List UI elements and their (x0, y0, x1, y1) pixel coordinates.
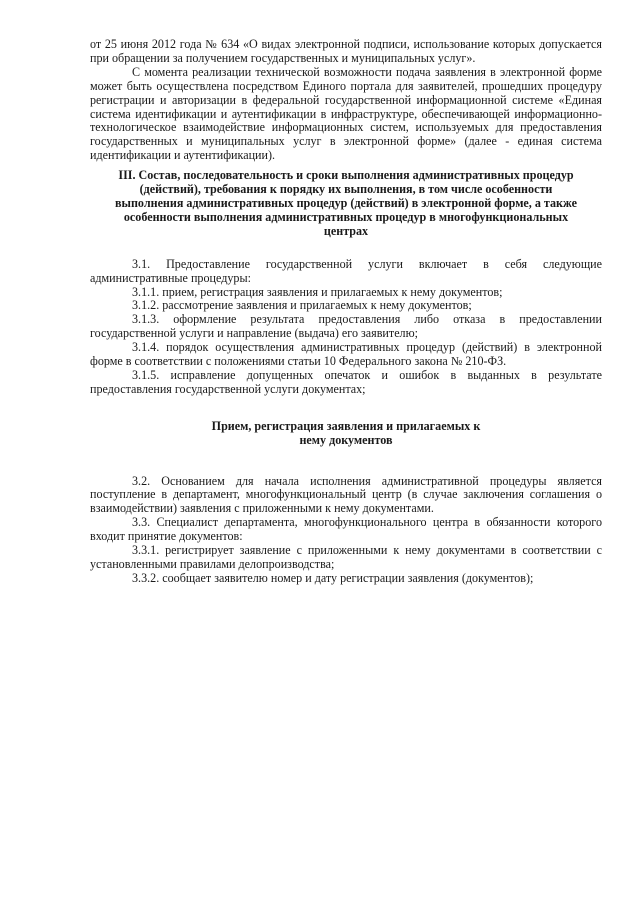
paragraph-3-3-1: 3.3.1. регистрирует заявление с приложенными к нему документами в соответствии с установленными правилами делопроизводства; (90, 543, 602, 571)
paragraph-3-1: 3.1. Предоставление государственной услуги включает в себя следующие административные процедуры: (90, 256, 602, 285)
paragraph-3-1-5: 3.1.5. исправление допущенных опечаток и ошибок в выданных в результате предоставления государственной услуги документах; (90, 367, 602, 396)
section-3-title: III. Состав, последовательность и сроки выполнения административных процедур (действий), требования к порядку их выполнения, в том числе особенности выполнения административных процедур (действий) в электронной форме, а также особенности выполнения административных процедур в многофункциональных центрах (114, 168, 577, 238)
paragraph-3-3: 3.3. Специалист департамента, многофункционального центра в обязанности которого входит принятие документов: (90, 515, 602, 544)
paragraph-3-1-4: 3.1.4. порядок осуществления административных процедур (действий) в электронной форме в соответствии с положениями статьи 10 Федерального закона № 210-ФЗ. (90, 340, 602, 369)
paragraph-3-1-2: 3.1.2. рассмотрение заявления и прилагаемых к нему документов; (132, 298, 472, 313)
paragraph-3-3-2: 3.3.2. сообщает заявителю номер и дату регистрации заявления (документов); (132, 570, 534, 585)
paragraph-3-1-1: 3.1.1. прием, регистрация заявления и прилагаемых к нему документов; (132, 284, 503, 299)
paragraph-unified-portal: С момента реализации технической возможности подача заявления в электронной форме может быть осуществлена посредством Единого портала для заявителей, прошедших процедуру регистрации и авторизации в федеральной государственной информационной системе «Единая система идентификации и аутентификации в инфраструктуре, обеспечивающей информационно-технологическое взаимодействие информационных систем, используемых для предоставления государственных и муниципальных услуг в электронной форме» (далее - единая система идентификации и аутентификации). (90, 64, 602, 163)
paragraph-3-2: 3.2. Основанием для начала исполнения административной процедуры является поступление в департамент, многофункциональный центр (в случае заключения соглашения о взаимодействии) заявления с приложенными к нему документами. (90, 473, 602, 516)
subsection-title: Прием, регистрация заявления и прилагаемых к нему документов (211, 418, 481, 447)
paragraph-3-1-3: 3.1.3. оформление результата предоставления либо отказа в предоставлении государственной услуги и направление (выдача) его заявителю; (90, 312, 602, 341)
paragraph-regulation-ref: от 25 июня 2012 года № 634 «О видах электронной подписи, использование которых допускается при обращении за получением государственных и муниципальных услуг». (90, 37, 602, 65)
